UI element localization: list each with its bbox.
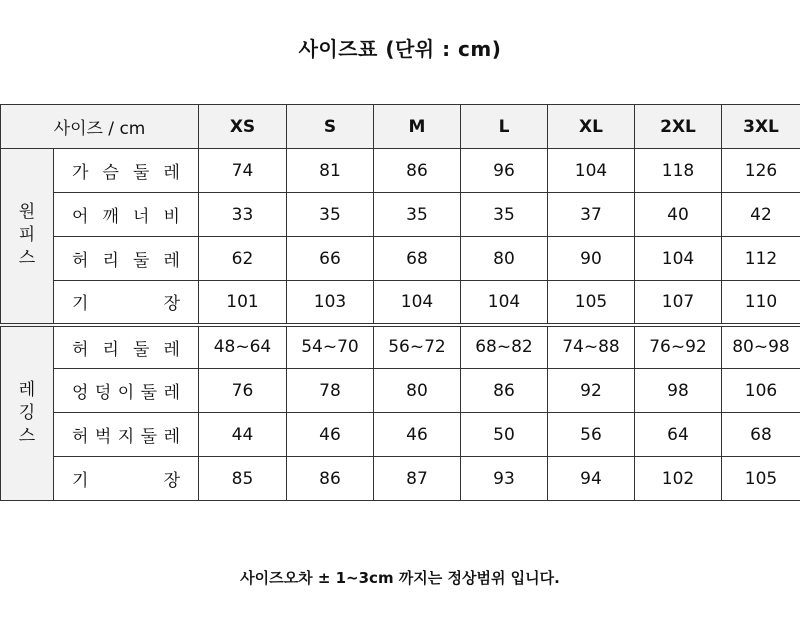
table-cell: 74: [199, 149, 287, 193]
row-label-char: 장: [163, 294, 180, 315]
table-cell: 66: [287, 237, 374, 281]
row-label-char: 둘: [140, 383, 158, 403]
header-corner: 사이즈 / cm: [1, 105, 199, 149]
table-cell: 126: [722, 149, 800, 193]
row-label-text: [72, 202, 180, 227]
table-cell: 33: [199, 193, 287, 237]
row-label-char: 허: [72, 427, 89, 447]
row-label-text: [72, 158, 180, 183]
table-row: [1, 413, 800, 457]
page-title: 사이즈표 (단위 : cm): [298, 37, 502, 61]
table-cell: 92: [548, 369, 635, 413]
header-size: S: [287, 105, 374, 149]
table-row: [1, 237, 800, 281]
table-row: [1, 369, 800, 413]
table-row: [1, 325, 800, 369]
row-label: [54, 237, 199, 281]
row-label-char: 너: [133, 207, 150, 227]
row-label-text: [72, 335, 180, 360]
row-label-char: 엉: [72, 383, 89, 403]
table-cell: 105: [722, 457, 800, 501]
row-label: [54, 193, 199, 237]
row-label-text: [72, 466, 180, 491]
row-label: [54, 281, 199, 325]
table-cell: 56: [548, 413, 635, 457]
table-cell: 86: [374, 149, 461, 193]
row-label-char: 둘: [133, 251, 150, 271]
table-cell: 62: [199, 237, 287, 281]
header-size: XL: [548, 105, 635, 149]
row-label-char: 리: [102, 251, 119, 271]
group-label: [1, 149, 54, 325]
row-label-text: [72, 289, 180, 314]
row-label-char: 리: [102, 339, 119, 360]
row-label-char: 어: [72, 207, 89, 227]
table-cell: 50: [461, 413, 548, 457]
table-cell: 86: [461, 369, 548, 413]
table-cell: 85: [199, 457, 287, 501]
table-cell: 107: [635, 281, 722, 325]
table-cell: 54~70: [287, 325, 374, 369]
row-label: [54, 457, 199, 501]
row-label-char: 덩: [94, 383, 112, 403]
row-label-char: 벅: [94, 427, 112, 447]
row-label: [54, 149, 199, 193]
table-cell: 68: [722, 413, 800, 457]
table-body: [1, 149, 800, 501]
table-cell: 112: [722, 237, 800, 281]
table-cell: 105: [548, 281, 635, 325]
group-label-char: 피: [18, 225, 36, 246]
row-label-char: 레: [163, 383, 180, 403]
table-cell: 46: [287, 413, 374, 457]
row-label: [54, 413, 199, 457]
row-label-char: 둘: [133, 339, 150, 360]
size-tolerance-note: 사이즈오차 ± 1~3cm 까지는 정상범위 입니다.: [240, 569, 560, 587]
table-cell: 68~82: [461, 325, 548, 369]
group-label-char: 원: [18, 202, 36, 223]
group-label-char: 스: [18, 425, 36, 446]
table-header-row: [1, 105, 800, 149]
table-cell: 80: [461, 237, 548, 281]
table-cell: 42: [722, 193, 800, 237]
row-label-char: 허: [72, 339, 89, 360]
row-label-text: [72, 378, 180, 403]
table-cell: 48~64: [199, 325, 287, 369]
table-cell: 74~88: [548, 325, 635, 369]
table-row: [1, 149, 800, 193]
table-cell: 37: [548, 193, 635, 237]
table-cell: 35: [287, 193, 374, 237]
table-cell: 101: [199, 281, 287, 325]
table-cell: 90: [548, 237, 635, 281]
table-cell: 44: [199, 413, 287, 457]
table-cell: 106: [722, 369, 800, 413]
table-cell: 103: [287, 281, 374, 325]
table-cell: 56~72: [374, 325, 461, 369]
table-row: [1, 281, 800, 325]
group-label-char: 레: [18, 379, 36, 400]
table-cell: 80~98: [722, 325, 800, 369]
size-chart-table: [0, 104, 800, 501]
table-cell: 96: [461, 149, 548, 193]
group-label-char: 깅: [18, 402, 36, 423]
row-label-text: [72, 422, 180, 447]
table-cell: 76~92: [635, 325, 722, 369]
group-label: [1, 325, 54, 501]
table-cell: 76: [199, 369, 287, 413]
row-label-char: 레: [163, 251, 180, 271]
row-label-char: 깨: [102, 207, 119, 227]
row-label-char: 둘: [133, 163, 150, 183]
table-cell: 104: [461, 281, 548, 325]
header-size: L: [461, 105, 548, 149]
table-cell: 80: [374, 369, 461, 413]
table-cell: 118: [635, 149, 722, 193]
table-cell: 68: [374, 237, 461, 281]
table-cell: 46: [374, 413, 461, 457]
table-cell: 93: [461, 457, 548, 501]
table-cell: 78: [287, 369, 374, 413]
row-label-char: 레: [163, 163, 180, 183]
table-cell: 94: [548, 457, 635, 501]
table-cell: 87: [374, 457, 461, 501]
header-size: M: [374, 105, 461, 149]
header-size: XS: [199, 105, 287, 149]
header-size: 2XL: [635, 105, 722, 149]
row-label-char: 슴: [102, 163, 119, 183]
row-label-char: 기: [72, 471, 89, 491]
row-label-char: 가: [72, 163, 89, 183]
table-cell: 64: [635, 413, 722, 457]
row-label-char: 장: [163, 471, 180, 491]
table-cell: 81: [287, 149, 374, 193]
row-label: [54, 325, 199, 369]
table-cell: 102: [635, 457, 722, 501]
header-size: 3XL: [722, 105, 800, 149]
table-cell: 35: [461, 193, 548, 237]
row-label-char: 기: [72, 294, 89, 315]
row-label-char: 이: [117, 383, 135, 403]
table-cell: 86: [287, 457, 374, 501]
table-cell: 104: [548, 149, 635, 193]
row-label-char: 둘: [140, 427, 158, 447]
table-cell: 40: [635, 193, 722, 237]
table-cell: 35: [374, 193, 461, 237]
row-label-text: [72, 246, 180, 271]
table-row: [1, 457, 800, 501]
row-label-char: 지: [117, 427, 135, 447]
row-label-char: 레: [163, 339, 180, 360]
group-label-char: 스: [18, 248, 36, 269]
table-row: [1, 193, 800, 237]
table-cell: 104: [635, 237, 722, 281]
row-label-char: 레: [163, 427, 180, 447]
table-cell: 110: [722, 281, 800, 325]
row-label-char: 허: [72, 251, 89, 271]
row-label: [54, 369, 199, 413]
row-label-char: 비: [163, 207, 180, 227]
table-cell: 104: [374, 281, 461, 325]
table-cell: 98: [635, 369, 722, 413]
